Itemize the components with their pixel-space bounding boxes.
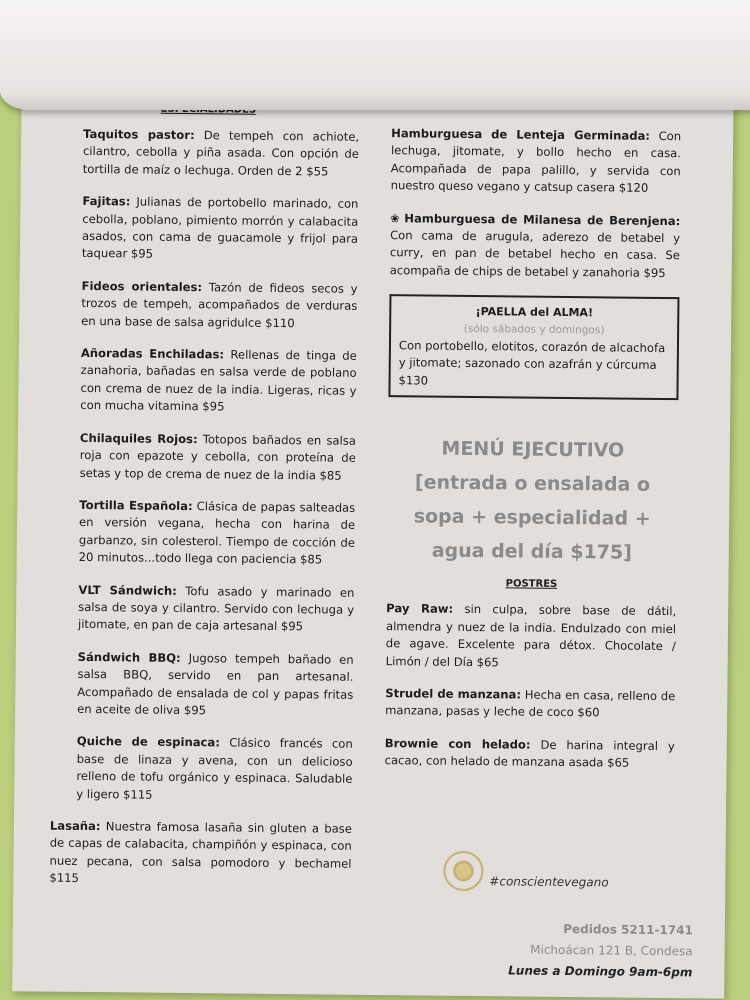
right-column — [384, 125, 681, 788]
menu-item — [53, 497, 356, 570]
paella-title: ¡PAELLA del ALMA! — [475, 305, 594, 320]
item-name: Hamburguesa de Milanesa de Berenjena: — [404, 210, 681, 228]
ejecutivo-line: [entrada o ensalada o — [414, 471, 651, 497]
item-desc: sin culpa, sobre base de dátil, almendra y nuez de la india. Endulzado con miel de agave. Excelente para détox. Chocolate / Limón / del Día $65 — [385, 602, 677, 669]
contact-info — [482, 918, 693, 983]
menu-item — [51, 648, 354, 721]
menu-item — [50, 733, 353, 806]
item-desc: Con lechuga, jitomate, y bollo hecho en casa. Acompañada de papa palillo, y servida con nuestro queso vegano y catsup casera $120 — [390, 128, 682, 196]
item-desc: Tofu asado y marinado en salsa de soya y cilantro. Servido con lechuga y jitomate, en pan de caja artesanal $95 — [77, 583, 355, 634]
item-name: Sándwich BBQ: — [77, 649, 181, 665]
ejecutivo-line: sopa + especialidad + — [413, 505, 651, 531]
item-name: Quiche de espinaca: — [76, 734, 220, 750]
item-desc: De harina integral y cacao, con helado de manzana asada $65 — [384, 737, 675, 770]
item-name: Lasaña: — [49, 818, 101, 834]
menu-item — [391, 125, 682, 198]
logo-icon — [443, 851, 483, 891]
menu-item — [385, 735, 675, 773]
item-desc: Jugoso tempeh bañado en salsa BBQ, servido en pan artesanal. Acompañado de ensalada de col y papas fritas en aceite de oliva $95 — [77, 650, 354, 718]
item-name: Fajitas: — [82, 194, 131, 209]
item-name: Fideos orientales: — [81, 278, 203, 295]
flower-icon: ❀ — [390, 211, 402, 225]
item-name: Taquitos pastor: — [83, 126, 195, 143]
item-desc: Nuestra famosa lasaña sin gluten a base de capas de calabacita, champiñón y espinaca, con nuez pecana, con salsa pomodoro y bechamel $115 — [49, 819, 352, 886]
menu-item — [55, 277, 358, 332]
ejecutivo-line: agua del día $175] — [431, 539, 632, 564]
menu-item — [390, 210, 681, 283]
opening-hours: Lunes a Domingo 9am-6pm — [508, 963, 693, 980]
item-name: Añoradas Enchiladas: — [80, 345, 225, 362]
previous-page-curl — [0, 0, 750, 110]
ejecutivo-line: MENÚ EJECUTIVO — [441, 437, 625, 462]
paella-subtitle: (sólo sábados y domingos) — [463, 322, 605, 337]
item-desc: Clásica de papas salteadas en versión vegana, hecha con harina de garbanzo, sin colesterol. Tiempo de cocción de 20 minutos...todo llega con paciencia $85 — [78, 498, 356, 567]
menu-item — [52, 581, 355, 636]
menu-item — [49, 818, 352, 891]
menu-ejecutivo — [387, 431, 678, 570]
menu-item — [54, 429, 357, 484]
item-desc: Con cama de arugula, aderezo de betabel y curry, en pan de betabel hecho en casa. Se acompaña de chips de betabel y zanahoria $95 — [389, 228, 681, 280]
menu-item — [57, 126, 360, 181]
item-desc: Tazón de fideos secos y trozos de tempeh, acompañados de verduras en una base de salsa agridulce $110 — [81, 280, 358, 330]
menu-item — [385, 685, 675, 723]
item-name: Brownie con helado: — [384, 735, 531, 752]
item-name: Hamburguesa de Lenteja Germinada: — [391, 126, 651, 143]
postres-heading: POSTRES — [505, 578, 558, 591]
menu-page — [12, 51, 734, 998]
paella-desc: Con portobello, elotitos, corazón de alcachofa y jitomate; sazonado con azafrán y cúrcuma $130 — [398, 338, 666, 388]
menu-item — [386, 600, 677, 673]
item-desc: Julianas de portobello marinado, con cebolla, poblano, pimiento morrón y calabacita asados, con cama de guacamole y frijol para taquear $95 — [81, 194, 359, 262]
item-name: Strudel de manzana: — [385, 686, 522, 702]
item-desc: Clásico francés con base de linaza y avena, con un delicioso relleno de tofu orgánico y espinaca. Saludable y ligero $115 — [76, 735, 353, 802]
menu-item — [56, 193, 359, 266]
menu-item — [54, 345, 357, 418]
address: Michoácan 121 B, Condesa — [530, 942, 693, 959]
item-desc: Rellenas de tinga de zanahoria, bañadas en salsa verde de poblano con crema de nuez de la india. Ligeras, ricas y con mucha vitamina $95 — [80, 347, 357, 414]
item-desc: Hecha en casa, relleno de manzana, pasas y leche de coco $60 — [385, 687, 676, 720]
phone-number: Pedidos 5211-1741 — [563, 921, 693, 938]
hashtag: #conscientevegano — [489, 874, 609, 890]
item-name: Pay Raw: — [386, 601, 454, 617]
item-desc: De tempeh con achiote, cilantro, cebolla y piña asada. Con opción de tortilla de maíz o lechuga. Orden de 2 $55 — [82, 128, 360, 179]
item-name: Chilaquiles Rojos: — [79, 430, 198, 446]
paella-box — [388, 294, 679, 400]
item-name: VLT Sándwich: — [78, 582, 177, 598]
left-column — [49, 97, 359, 906]
item-name: Tortilla Española: — [79, 497, 193, 513]
item-desc: Totopos bañados en salsa roja con epazote y cebolla, con proteína de setas y top de crema de nuez de la india $85 — [79, 431, 357, 483]
